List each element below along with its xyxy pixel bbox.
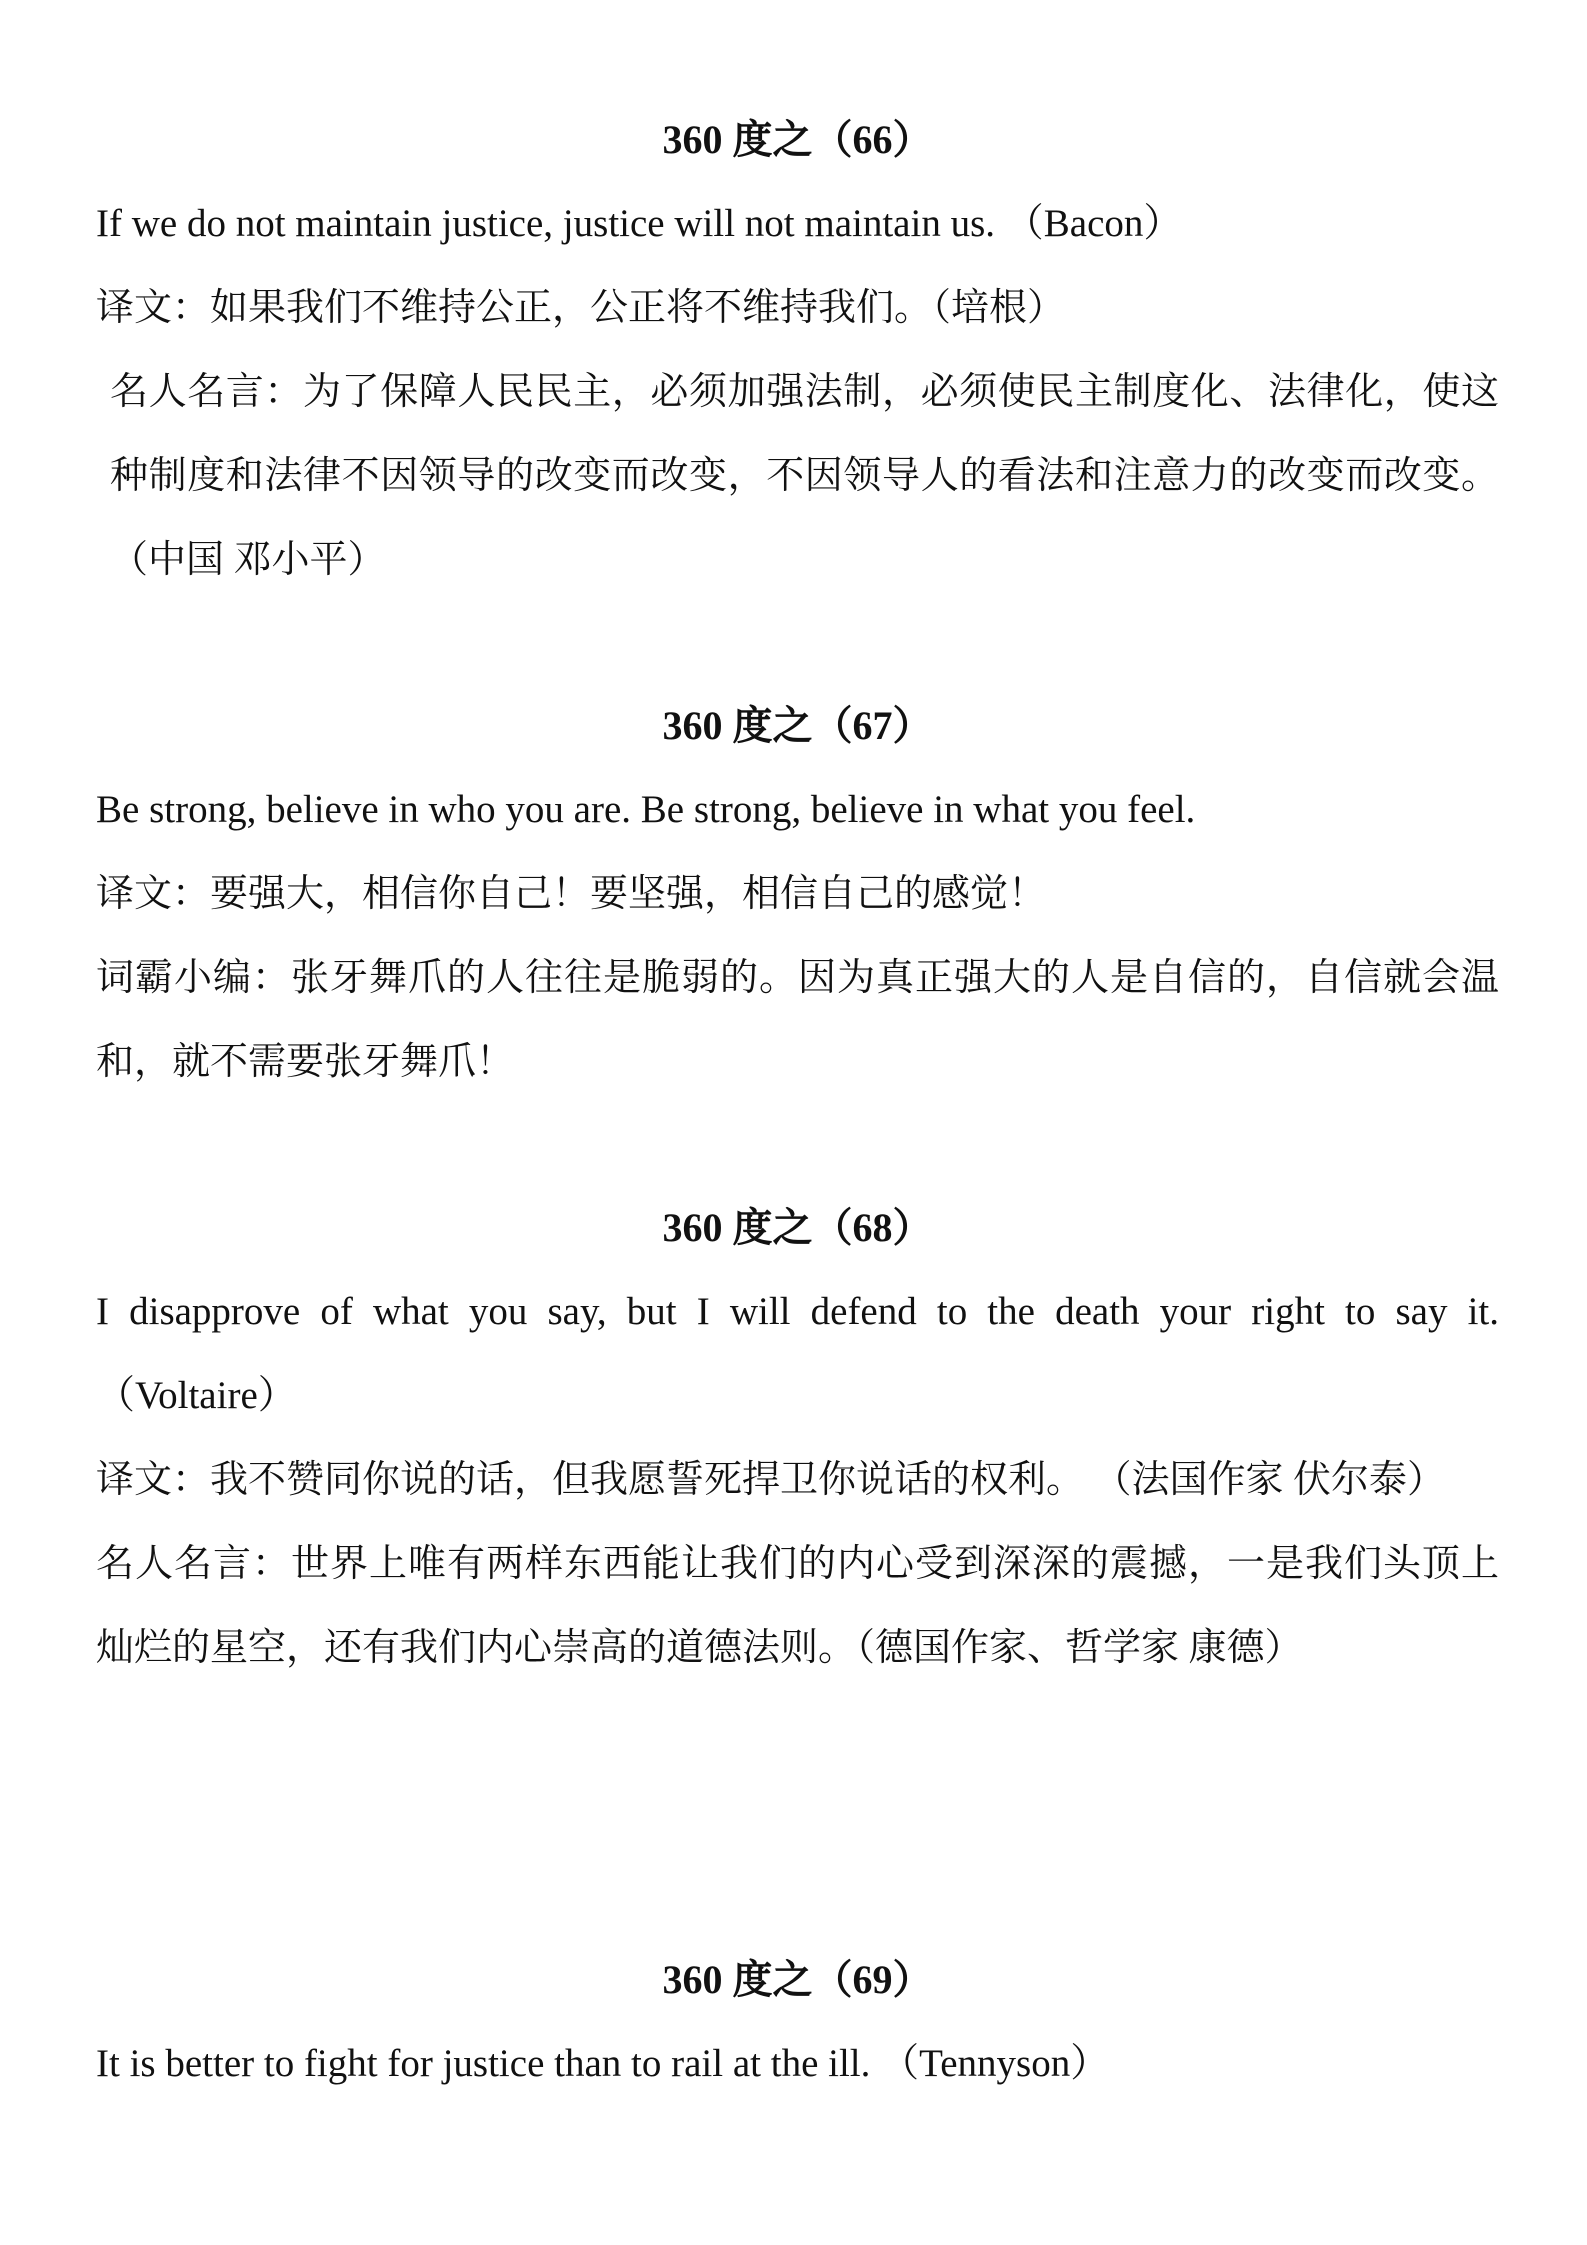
quote-section-66 bbox=[96, 110, 1499, 602]
section-heading: 360 度之（66） bbox=[662, 117, 933, 162]
section-heading: 360 度之（68） bbox=[662, 1205, 933, 1250]
famous-quote: 名人名言：世界上唯有两样东西能让我们的内心受到深深的震撼，一是我们头顶上灿烂的星空，还有我们内心崇高的道德法则。（德国作家、哲学家 康德） bbox=[96, 1543, 1499, 1669]
quote-section-67 bbox=[96, 696, 1499, 1104]
famous-quote: 名人名言：为了保障人民民主，必须加强法制，必须使民主制度化、法律化，使这种制度和法律不因领导的改变而改变，不因领导人的看法和注意力的改变而改变。（中国 邓小平） bbox=[110, 371, 1499, 581]
english-quote: Be strong, believe in who you are. Be strong, believe in what you feel. bbox=[96, 788, 1196, 831]
quote-section-69 bbox=[96, 1950, 1499, 2106]
translation: 译文：要强大，相信你自己！要坚强，相信自己的感觉！ bbox=[96, 873, 1047, 915]
translation: 译文：我不赞同你说的话，但我愿誓死捍卫你说话的权利。 （法国作家 伏尔泰） bbox=[96, 1459, 1446, 1501]
editor-note: 词霸小编：张牙舞爪的人往往是脆弱的。因为真正强大的人是自信的，自信就会温和，就不需要张牙舞爪！ bbox=[96, 957, 1499, 1083]
english-quote: If we do not maintain justice, justice will not maintain us. （Bacon） bbox=[96, 202, 1183, 245]
english-quote: I disapprove of what you say, but I will defend to the death your right to say it.（Voltaire） bbox=[96, 1290, 1499, 1417]
english-quote: It is better to fight for justice than to rail at the ill. （Tennyson） bbox=[96, 2042, 1110, 2085]
section-heading: 360 度之（67） bbox=[662, 703, 933, 748]
quote-section-68 bbox=[96, 1198, 1499, 1690]
translation: 译文：如果我们不维持公正，公正将不维持我们。（培根） bbox=[96, 287, 1066, 329]
section-heading: 360 度之（69） bbox=[662, 1957, 933, 2002]
